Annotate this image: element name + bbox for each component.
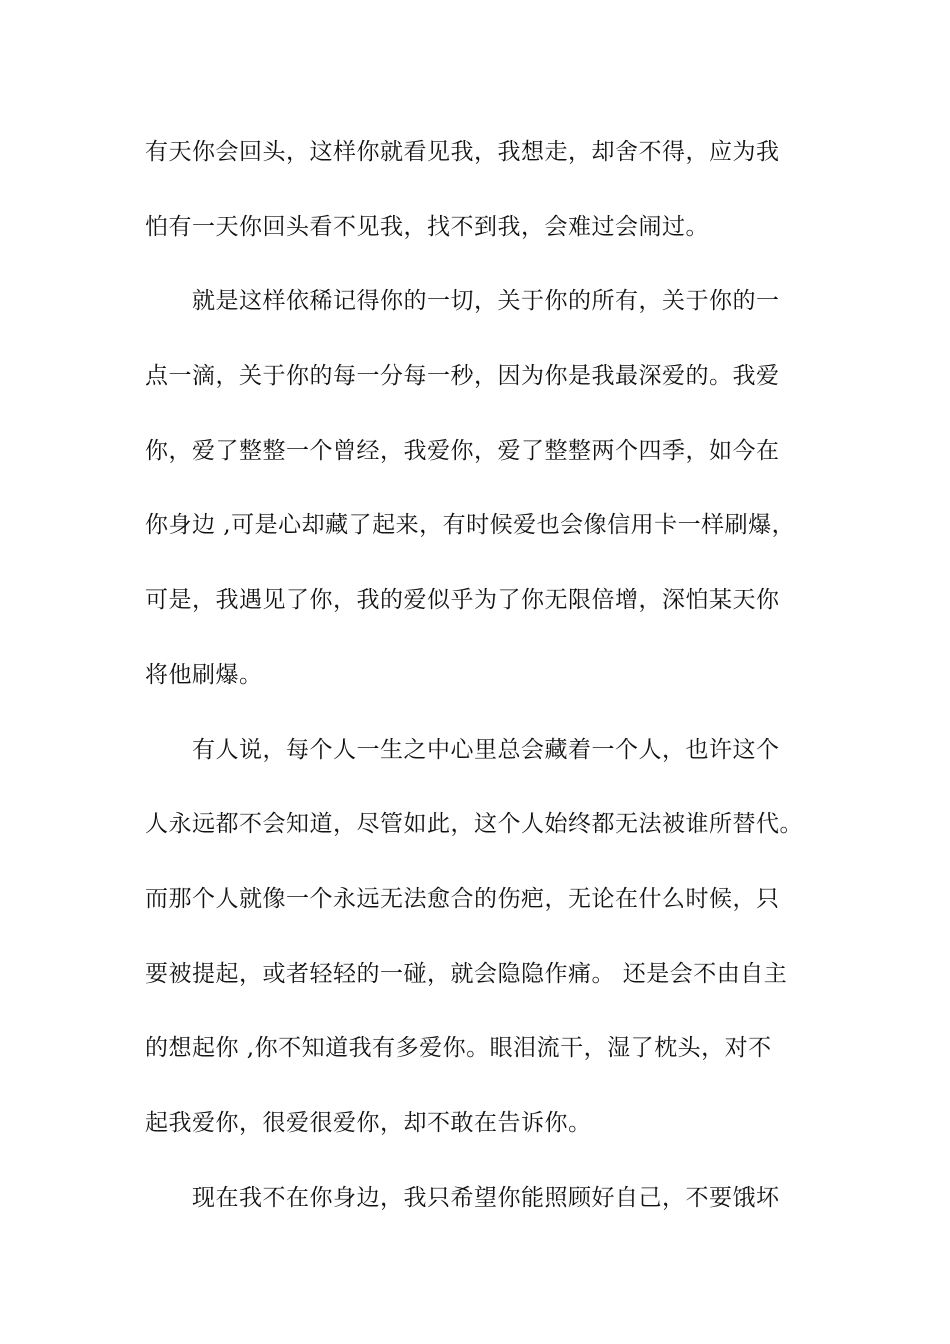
text-line: 将他刷爆。 (145, 661, 263, 688)
text-line: 可是，我遇见了你，我的爱似乎为了你无限倍增，深怕某天你 (145, 587, 780, 614)
text-line: 的想起你 ,你不知道我有多爱你。眼泪流干，湿了枕头，对不 (145, 1035, 772, 1062)
text-line: 怕有一天你回头看不见我，找不到我，会难过会闹过。 (145, 213, 709, 240)
text-line: 点一滴，关于你的每一分每一秒，因为你是我最深爱的。我爱 (145, 363, 780, 390)
text-line: 要被提起，或者轻轻的一碰，就会隐隐作痛。 还是会不由自主 (145, 960, 788, 987)
text-line: 就是这样依稀记得你的一切，关于你的所有，关于你的一 (145, 288, 780, 315)
text-line: 人永远都不会知道，尽管如此，这个人始终都无法被谁所替代。 (145, 811, 803, 838)
text-line: 而那个人就像一个永远无法愈合的伤疤，无论在什么时候，只 (145, 885, 780, 912)
body-text (145, 130, 845, 1250)
text-line: 有天你会回头，这样你就看见我，我想走，却舍不得，应为我 (145, 139, 780, 165)
text-line: 你身边 ,可是心却藏了起来，有时候爱也会像信用卡一样刷爆， (145, 512, 796, 539)
text-line: 起我爱你，很爱很爱你，却不敢在告诉你。 (145, 1109, 592, 1136)
text-line: 现在我不在你身边，我只希望你能照顾好自己，不要饿坏 (145, 1184, 780, 1211)
text-line: 你，爱了整整一个曾经，我爱你，爱了整整两个四季，如今在 (145, 437, 780, 464)
text-line: 有人说，每个人一生之中心里总会藏着一个人，也许这个 (145, 736, 780, 763)
